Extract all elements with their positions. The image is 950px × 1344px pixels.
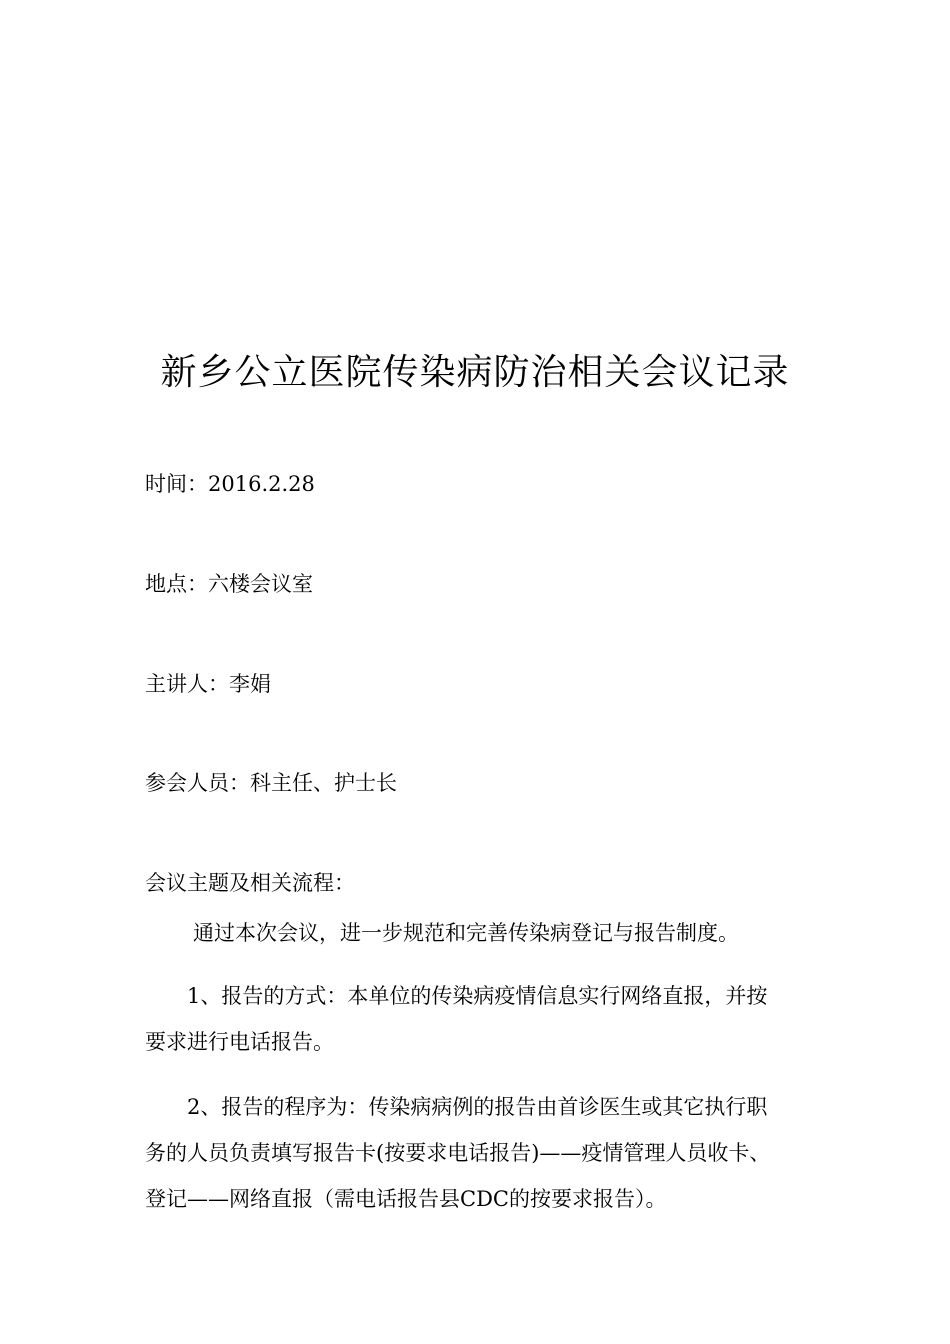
intro-paragraph: 通过本次会议，进一步规范和完善传染病登记与报告制度。: [193, 921, 739, 945]
item-1-row-2: 要求进行电话报告。: [145, 1030, 334, 1054]
meeting-speaker: 主讲人：李娟: [145, 672, 271, 696]
topic-heading: 会议主题及相关流程：: [145, 871, 355, 895]
item-1-row-1: 1、报告的方式：本单位的传染病疫情信息实行网络直报，并按: [187, 984, 768, 1008]
meeting-time: 时间：2016.2.28: [145, 472, 315, 496]
item-2-row-2: 务的人员负责填写报告卡(按要求电话报告)——疫情管理人员收卡、: [145, 1141, 771, 1165]
item-2-paragraph: [145, 1084, 815, 1222]
item-2-row-1: 2、报告的程序为：传染病病例的报告由首诊医生或其它执行职: [187, 1095, 768, 1119]
meeting-attendees: 参会人员：科主任、护士长: [145, 771, 397, 795]
document-title: 新乡公立医院传染病防治相关会议记录: [160, 352, 790, 393]
meeting-place: 地点：六楼会议室: [145, 572, 313, 596]
item-1-paragraph: [145, 973, 815, 1065]
item-2-row-3: 登记——网络直报（需电话报告县CDC的按要求报告）。: [145, 1187, 667, 1211]
